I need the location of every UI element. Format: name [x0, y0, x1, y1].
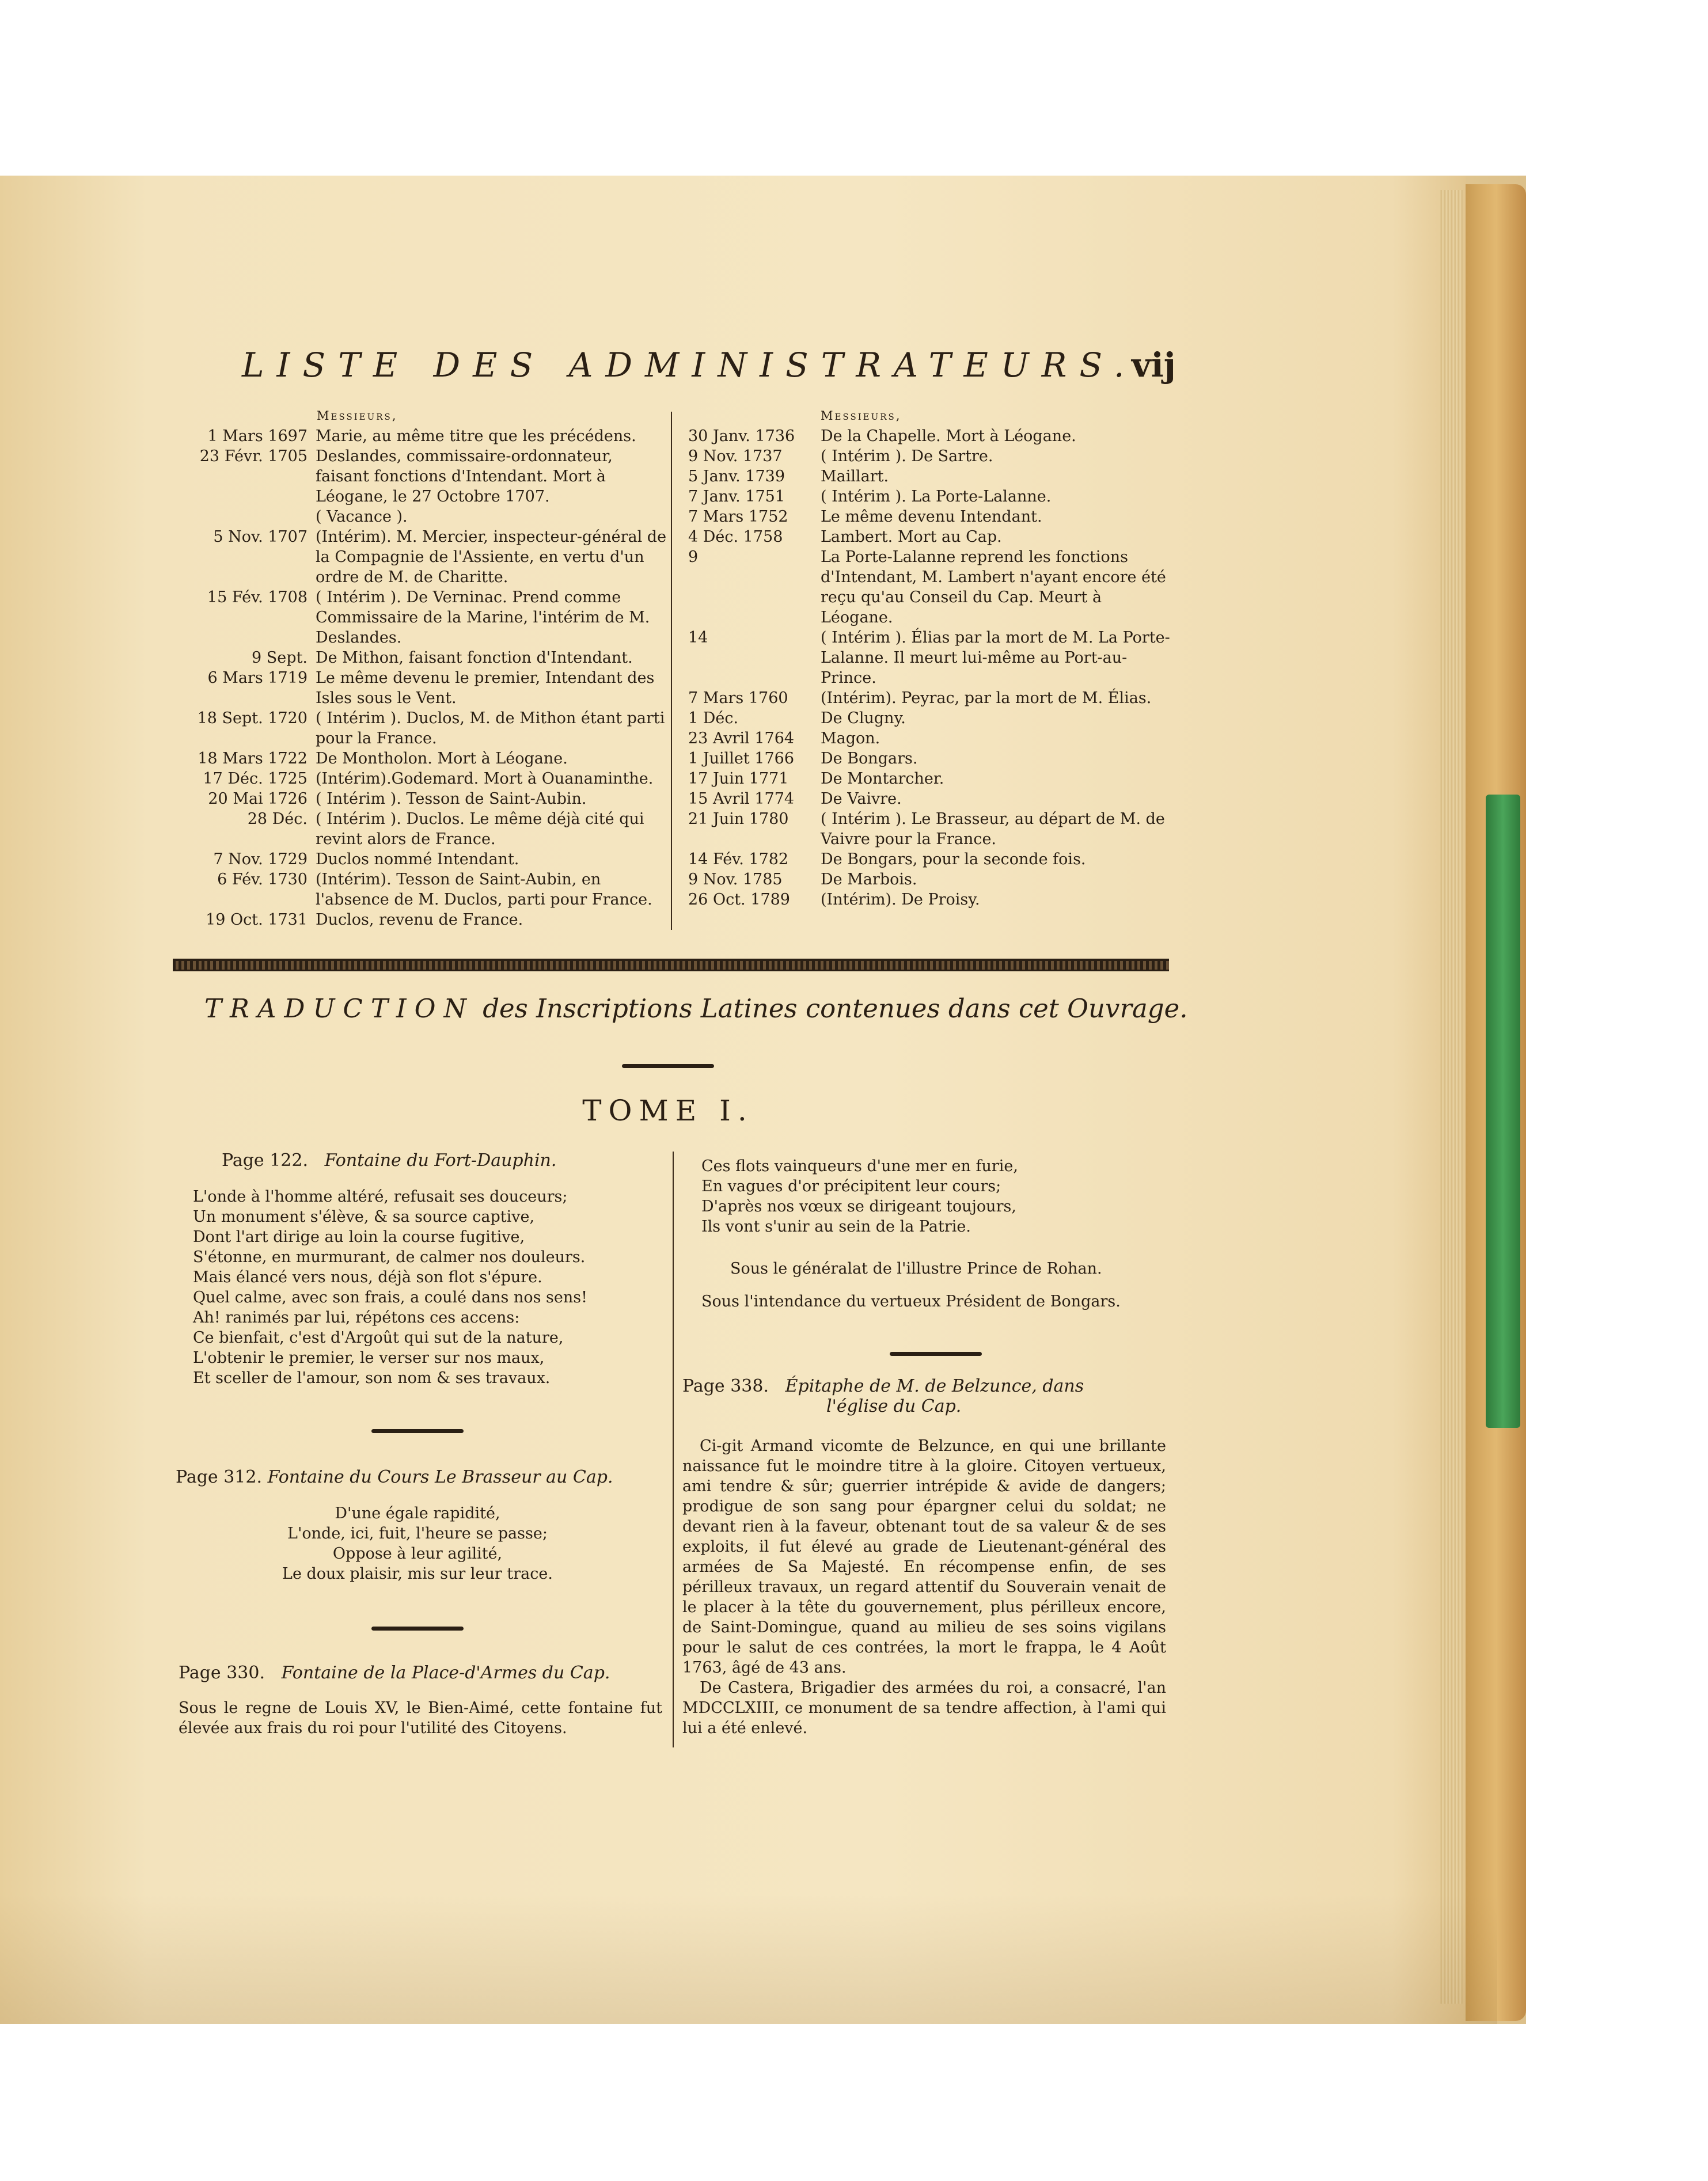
admin-entry	[682, 708, 1178, 728]
entry-date: 4 Déc. 1758	[688, 528, 783, 546]
entry-date: 7 Nov. 1729	[213, 850, 308, 868]
admin-entry	[682, 728, 1178, 748]
epitaph-dedication: De Castera, Brigadier des armées du roi, a consacré, l'an MDCCLXIII, ce monument de sa tendre affection, à l'ami qui lui a été enlevé.	[682, 1679, 1166, 1737]
verse-line: D'après nos vœux se dirigeant toujours,	[701, 1198, 1016, 1215]
verse-line: L'obtenir le premier, le verser sur nos maux,	[193, 1349, 545, 1367]
column-heading: Messieurs,	[317, 409, 398, 423]
admin-entry	[682, 748, 1178, 769]
entry-date: 15 Fév. 1708	[207, 588, 308, 606]
entry-text: De Vaivre.	[821, 790, 902, 808]
inscription-title-cont: l'église du Cap.	[826, 1396, 962, 1416]
verse-line: En vagues d'or précipitent leur cours;	[701, 1177, 1001, 1195]
folio: vij	[1132, 345, 1176, 385]
admin-entry	[682, 809, 1178, 849]
admin-entry	[682, 507, 1178, 527]
admin-entry	[173, 527, 668, 587]
ornament-rule	[890, 1352, 982, 1356]
entry-text: (Intérim). Tesson de Saint-Aubin, en l'absence de M. Duclos, parti pour France.	[316, 871, 652, 909]
admin-entry	[173, 869, 668, 910]
epitaph-paragraph: Ci-git Armand vicomte de Belzunce, en qui une brillante naissance fut le moindre titre à la gloire. Citoyen vertueux, ami tendre & sûr; guerrier intrépide & avide de dangers; prodigue de son sang pour épargner celui du soldat; ne devant rien à la faveur, obtenant tout de sa valeur & de ses exploits, il fut élevé au grade de Lieutenant-général des armées de Sa Majesté. En récompense enfin, de ses périlleux travaux, un regard attentif du Souverain venait de le placer à la tête du gouvernement, plus périlleux encore, de Saint-Domingue, quand au milieu de ses soins vigilans pour le salut de ces contrées, la mort le frappa, le 4 Août 1763, âgé de 43 ans.	[682, 1437, 1166, 1677]
entry-text: Le même devenu le premier, Intendant des Isles sous le Vent.	[316, 669, 655, 707]
verse-line: L'onde, ici, fuit, l'heure se passe;	[287, 1525, 548, 1542]
entry-date: 14 Fév. 1782	[688, 850, 789, 868]
entry-date: 1 Déc.	[688, 709, 739, 727]
entry-text: Le même devenu Intendant.	[821, 508, 1042, 526]
verse-line: Dont l'art dirige au loin la course fugitive,	[193, 1228, 525, 1246]
admin-entry	[682, 849, 1178, 869]
section-rule	[173, 959, 1169, 971]
generalat-line: Sous le généralat de l'illustre Prince de Rohan.	[730, 1260, 1102, 1278]
verse-line: Ils vont s'unir au sein de la Patrie.	[701, 1218, 971, 1236]
column-divider	[673, 1152, 674, 1747]
admin-entry	[682, 466, 1178, 487]
verse-line: Quel calme, avec son frais, a coulé dans nos sens!	[193, 1289, 587, 1306]
entry-date: 1 Mars 1697	[207, 427, 308, 445]
entry-text: De Marbois.	[821, 871, 917, 888]
entry-date: 23 Avril 1764	[688, 729, 795, 747]
verse-line: D'une égale rapidité,	[335, 1504, 500, 1522]
entry-text: ( Intérim ). Duclos, M. de Mithon étant parti pour la France.	[316, 709, 665, 747]
entry-date: 21 Juin 1780	[688, 810, 789, 828]
verse-line: Oppose à leur agilité,	[332, 1545, 503, 1563]
entry-text: De Montarcher.	[821, 770, 944, 788]
entry-text: De Montholon. Mort à Léogane.	[316, 750, 568, 767]
entry-date: 9 Nov. 1737	[688, 447, 783, 465]
admin-entry	[173, 507, 668, 527]
entry-date: 18 Mars 1722	[198, 750, 308, 767]
entry-date: 6 Mars 1719	[207, 669, 308, 687]
admin-entry	[682, 688, 1178, 708]
verse-line: S'étonne, en murmurant, de calmer nos douleurs.	[193, 1248, 586, 1266]
traduction-heading-rest: des Inscriptions Latines contenues dans cet Ouvrage.	[483, 993, 1188, 1024]
page-ref: Page 338.	[682, 1376, 769, 1396]
entry-text: Duclos, revenu de France.	[316, 911, 523, 929]
inscription-cours-le-brasseur	[176, 1467, 659, 1584]
ornament-rule	[371, 1627, 464, 1631]
inscription-title: Fontaine du Fort-Dauphin.	[324, 1150, 557, 1171]
entry-text: ( Intérim ). Tesson de Saint-Aubin.	[316, 790, 587, 808]
entry-text: ( Intérim ). Duclos. Le même déjà cité qui revint alors de France.	[316, 810, 644, 848]
admin-entry	[682, 769, 1178, 789]
admin-entry	[173, 789, 668, 809]
admin-entry	[173, 668, 668, 708]
entry-date: 20 Mai 1726	[208, 790, 308, 808]
admin-entry	[173, 446, 668, 507]
entry-date: 28 Déc.	[247, 810, 308, 828]
entry-text: (Intérim). Peyrac, par la mort de M. Élias.	[821, 689, 1152, 707]
verse-line: Ce bienfait, c'est d'Argoût qui sut de la nature,	[193, 1329, 564, 1347]
tome-heading: TOME I.	[582, 1094, 754, 1127]
column-heading: Messieurs,	[821, 409, 902, 423]
entry-date: 23 Févr. 1705	[199, 447, 308, 465]
column-divider	[671, 412, 672, 930]
inscription-flots-vainqueurs	[701, 1156, 1168, 1312]
admin-entry	[682, 527, 1178, 547]
entry-date: 15 Avril 1774	[688, 790, 795, 808]
page-ref: Page 312.	[176, 1467, 263, 1487]
page-edges	[1440, 190, 1463, 2004]
entry-text: Duclos nommé Intendant.	[316, 850, 519, 868]
ornament-rule	[622, 1064, 714, 1068]
entry-text: (Intérim). De Proisy.	[821, 891, 980, 909]
entry-date: 1 Juillet 1766	[688, 750, 795, 767]
admin-entry	[173, 809, 668, 849]
page-ref: Page 330.	[179, 1663, 265, 1683]
entry-date: 7 Janv. 1751	[688, 488, 785, 506]
admin-entry	[173, 426, 668, 446]
admin-list-left	[173, 406, 668, 930]
inscription-fort-dauphin	[193, 1150, 665, 1388]
entry-date: 5 Janv. 1739	[688, 468, 785, 485]
entry-text: Marie, au même titre que les précédens.	[316, 427, 636, 445]
entry-date: 9 Sept.	[252, 649, 308, 667]
entry-date: 9	[688, 548, 699, 566]
ornament-rule	[371, 1429, 464, 1433]
entry-date: 26 Oct. 1789	[688, 891, 790, 909]
admin-entry	[173, 910, 668, 930]
entry-text: ( Intérim ). De Sartre.	[821, 447, 993, 465]
inscription-title: Fontaine du Cours Le Brasseur au Cap.	[267, 1467, 613, 1487]
entry-date: 7 Mars 1760	[688, 689, 788, 707]
admin-entry	[682, 446, 1178, 466]
entry-text: Deslandes, commissaire-ordonnateur, faisant fonctions d'Intendant. Mort à Léogane, le 27 Octobre 1707.	[316, 447, 613, 506]
entry-date: 14	[688, 629, 708, 647]
entry-text: De la Chapelle. Mort à Léogane.	[821, 427, 1076, 445]
inscription-heading	[176, 1663, 662, 1683]
verse-line: Ces flots vainqueurs d'une mer en furie,	[701, 1157, 1018, 1175]
entry-date: 7 Mars 1752	[688, 508, 788, 526]
admin-entry	[173, 748, 668, 769]
admin-entry	[173, 648, 668, 668]
admin-list-right	[682, 406, 1178, 910]
entry-text: De Bongars, pour la seconde fois.	[821, 850, 1086, 868]
intendance-line: Sous l'intendance du vertueux Président de Bongars.	[701, 1293, 1121, 1310]
entry-text: (Intérim). M. Mercier, inspecteur-général de la Compagnie de l'Assiente, en vertu d'un ordre de M. de Charitte.	[316, 528, 667, 586]
inscription-heading	[193, 1150, 665, 1171]
admin-entry	[682, 426, 1178, 446]
entry-date	[173, 507, 316, 527]
entry-text: ( Vacance ).	[316, 508, 408, 526]
entry-date: 6 Fév. 1730	[217, 871, 308, 888]
running-head: LISTE DES ADMINISTRATEURS.	[242, 345, 1137, 385]
verse-line: Et sceller de l'amour, son nom & ses travaux.	[193, 1369, 551, 1387]
traduction-heading	[204, 993, 1188, 1024]
entry-text: La Porte-Lalanne reprend les fonctions d'Intendant, M. Lambert n'ayant encore été reçu qu'au Conseil du Cap. Meurt à Léogane.	[821, 548, 1166, 626]
entry-text: ( Intérim ). La Porte-Lalanne.	[821, 488, 1052, 506]
entry-text: De Bongars.	[821, 750, 918, 767]
verse-line: Le doux plaisir, mis sur leur trace.	[282, 1565, 553, 1583]
admin-entry	[173, 769, 668, 789]
entry-date: 17 Juin 1771	[688, 770, 789, 788]
page-ref: Page 122.	[222, 1150, 309, 1171]
admin-entry	[682, 628, 1178, 688]
entry-text: De Clugny.	[821, 709, 906, 727]
inscription-title: Fontaine de la Place-d'Armes du Cap.	[281, 1663, 610, 1683]
entry-text: De Mithon, faisant fonction d'Intendant.	[316, 649, 633, 667]
traduction-heading-caps: TRADUCTION	[204, 993, 475, 1024]
inscription-heading	[176, 1467, 659, 1487]
admin-entry	[682, 789, 1178, 809]
inscription-place-d-armes	[176, 1663, 662, 1738]
entry-text: Lambert. Mort au Cap.	[821, 528, 1002, 546]
entry-date: 18 Sept. 1720	[197, 709, 308, 727]
spine-green-label	[1486, 795, 1520, 1428]
admin-entry	[682, 547, 1178, 628]
verse-line: L'onde à l'homme altéré, refusait ses douceurs;	[193, 1188, 568, 1206]
inscription-text: Sous le regne de Louis XV, le Bien-Aimé, cette fontaine fut élevée aux frais du roi pour l'utilité des Citoyens.	[179, 1699, 662, 1737]
verse-line: Mais élancé vers nous, déjà son flot s'épure.	[193, 1268, 542, 1286]
page-shadow	[0, 1894, 1497, 2024]
admin-entry	[682, 890, 1178, 910]
entry-date: 30 Janv. 1736	[688, 427, 795, 445]
admin-entry	[173, 849, 668, 869]
admin-entry	[682, 487, 1178, 507]
admin-entry	[173, 708, 668, 748]
verse-line: Ah! ranimés par lui, répétons ces accens:	[193, 1309, 520, 1327]
inscription-belzunce	[682, 1376, 1166, 1738]
entry-date: 9 Nov. 1785	[688, 871, 783, 888]
admin-entry	[682, 869, 1178, 890]
entry-text: ( Intérim ). De Verninac. Prend comme Commissaire de la Marine, l'intérim de M. Deslandes.	[316, 588, 650, 647]
entry-date: 19 Oct. 1731	[206, 911, 308, 929]
entry-text: (Intérim).Godemard. Mort à Ouanaminthe.	[316, 770, 654, 788]
entry-date: 5 Nov. 1707	[213, 528, 308, 546]
inscription-title: Épitaphe de M. de Belzunce, dans	[785, 1376, 1084, 1396]
inscription-heading	[682, 1376, 1166, 1416]
entry-text: ( Intérim ). Le Brasseur, au départ de M. de Vaivre pour la France.	[821, 810, 1165, 848]
admin-entry	[173, 587, 668, 648]
entry-date: 17 Déc. 1725	[203, 770, 308, 788]
entry-text: Magon.	[821, 729, 880, 747]
verse-line: Un monument s'élève, & sa source captive,	[193, 1208, 535, 1226]
entry-text: ( Intérim ). Élias par la mort de M. La Porte-Lalanne. Il meurt lui-même au Port-au-Prince.	[821, 629, 1170, 687]
entry-text: Maillart.	[821, 468, 889, 485]
